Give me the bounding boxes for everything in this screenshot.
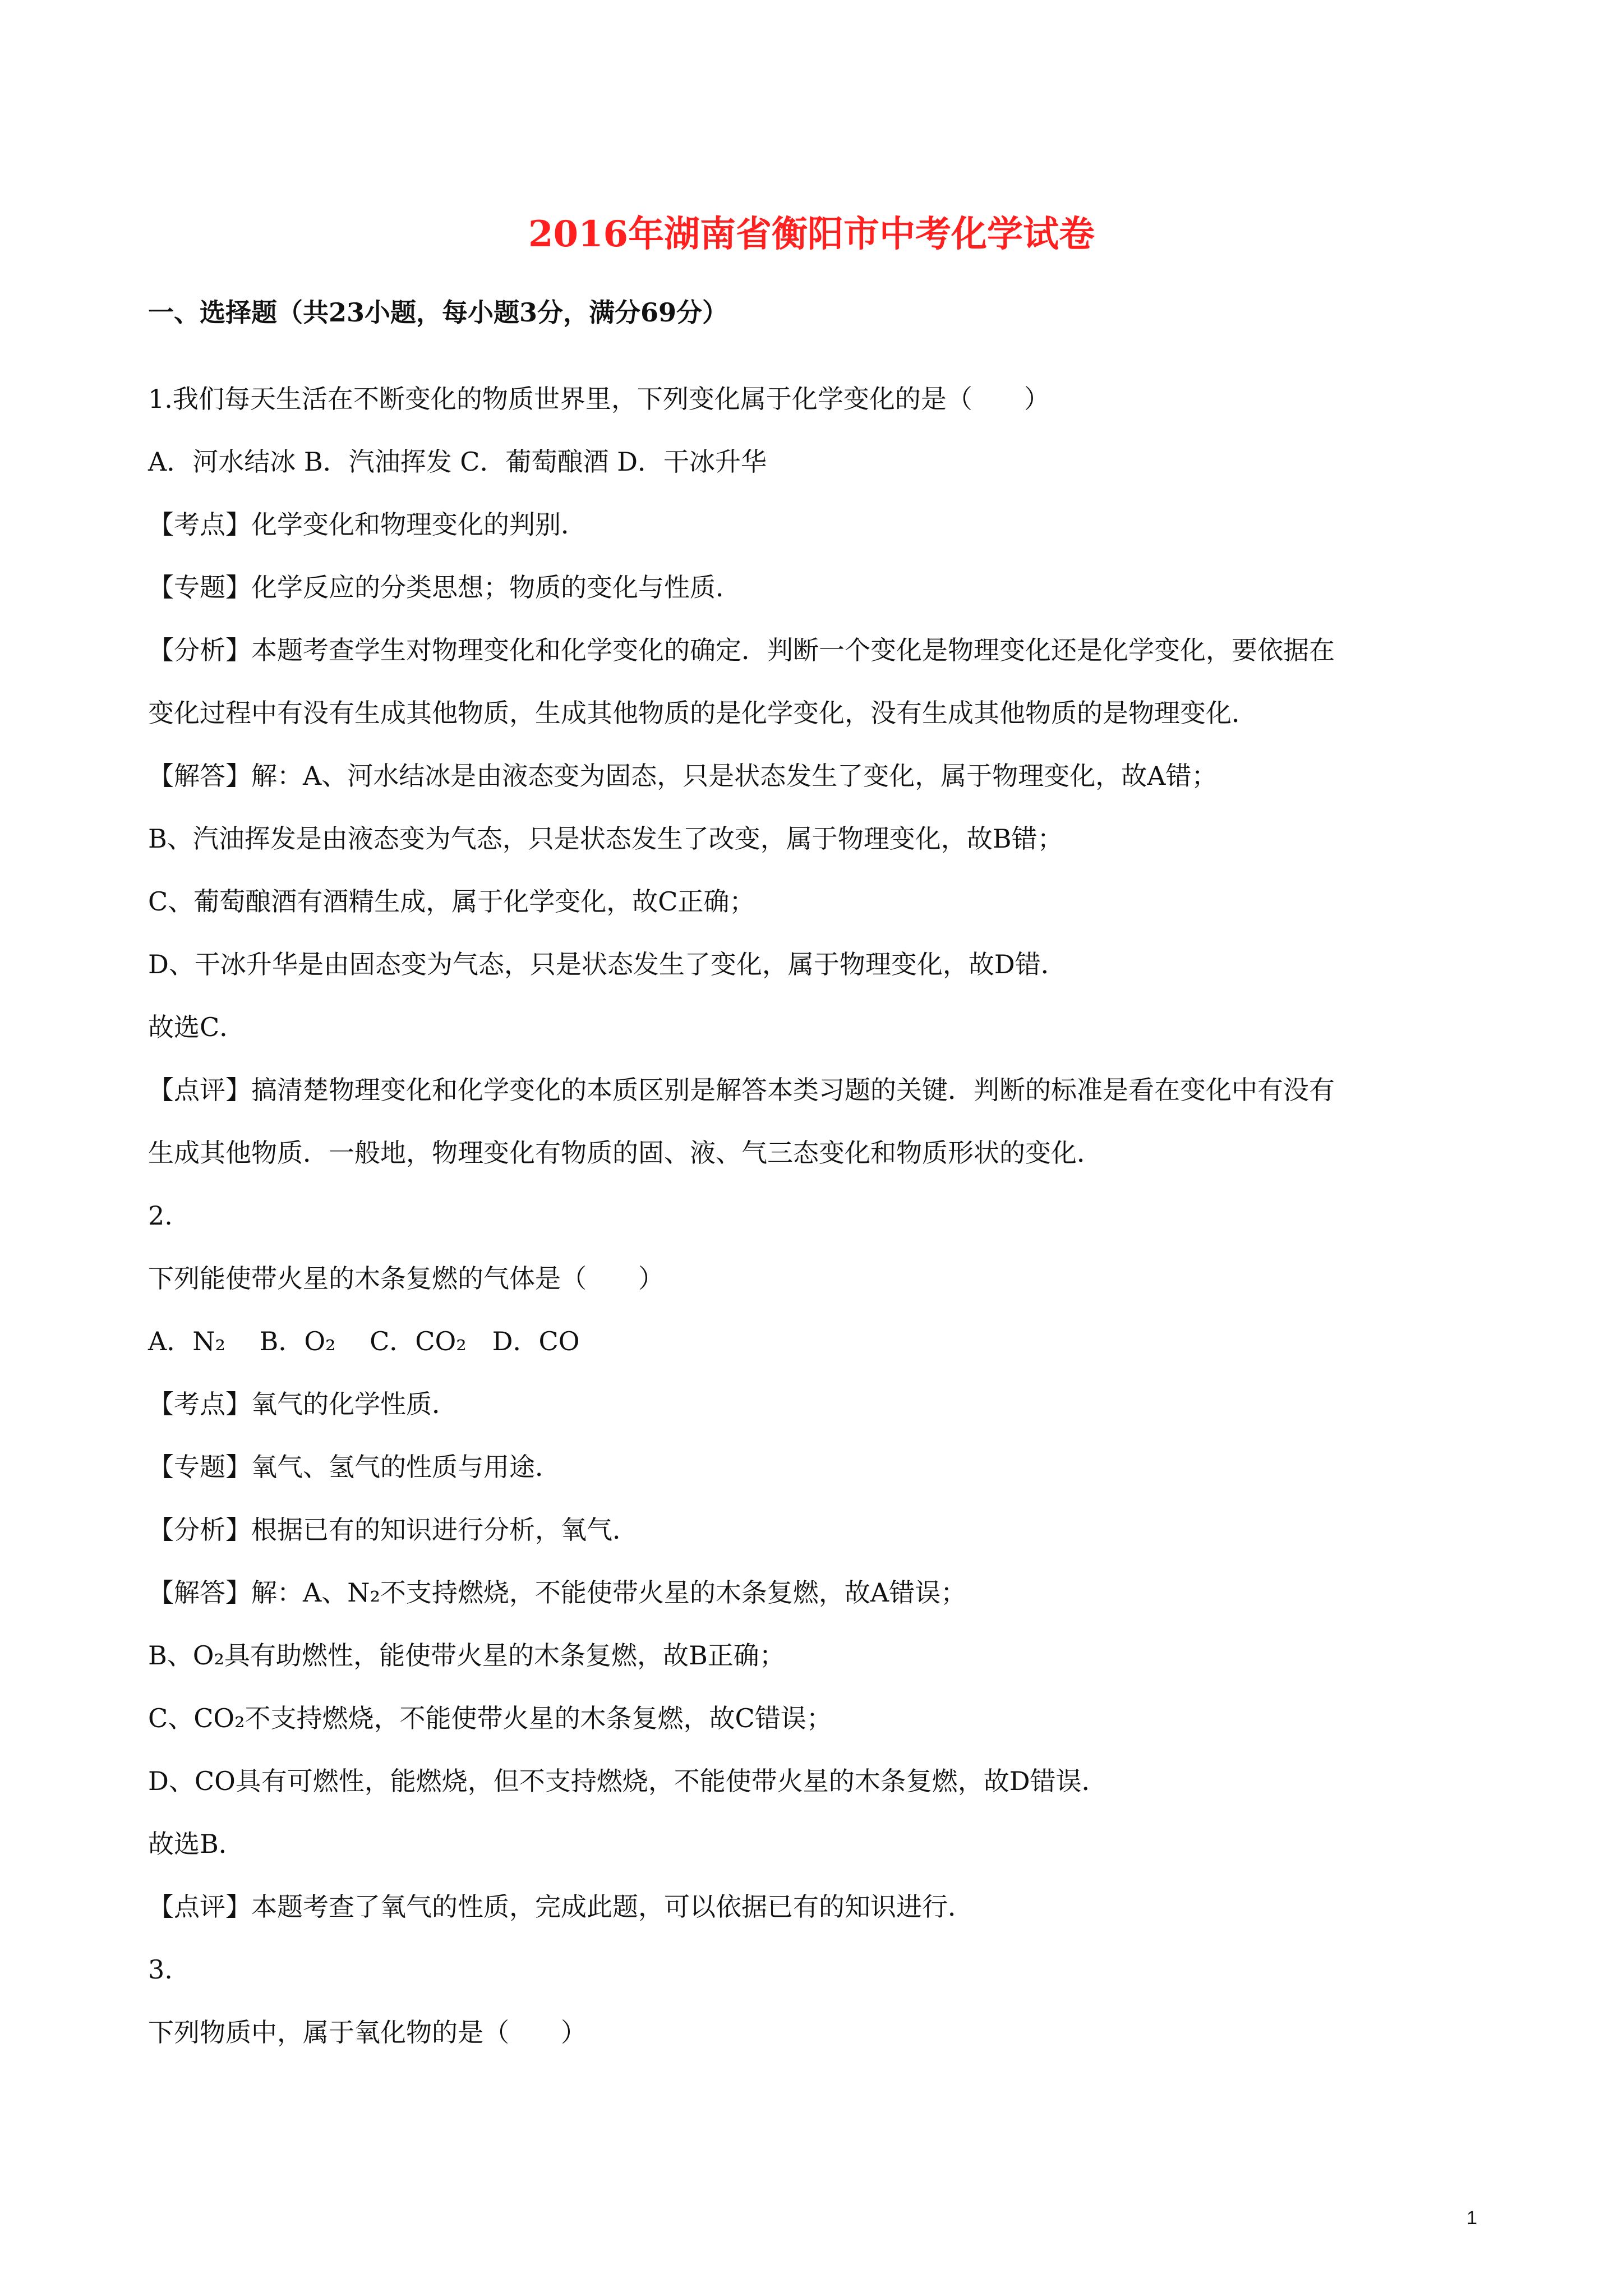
question-1-options: A．河水结冰 B．汽油挥发 C．葡萄酿酒 D．干冰升华 [148, 447, 767, 477]
question-1-zhuanti: 【专题】化学反应的分类思想；物质的变化与性质． [148, 572, 741, 602]
question-1-dianping: 【点评】搞清楚物理变化和化学变化的本质区别是解答本类习题的关键．判断的标准是看在变化中有没有 [148, 1075, 1335, 1105]
question-1-jieda: 【解答】解：A、河水结冰是由液态变为固态，只是状态发生了变化，属于物理变化，故A错； [148, 761, 1218, 791]
question-2-dianping: 【点评】本题考查了氧气的性质，完成此题，可以依据已有的知识进行． [148, 1892, 974, 1922]
page-title: 2016年湖南省衡阳市中考化学试卷 [528, 213, 1095, 255]
question-2-jieda-d: D、CO具有可燃性，能燃烧，但不支持燃烧，不能使带火星的木条复燃，故D错误． [148, 1766, 1108, 1796]
question-1-answer: 故选C． [148, 1012, 246, 1042]
question-1-jieda-c: C、葡萄酿酒有酒精生成，属于化学变化，故C正确； [148, 886, 755, 917]
question-1-fenxi-cont: 变化过程中有没有生成其他物质，生成其他物质的是化学变化，没有生成其他物质的是物理变化． [148, 698, 1257, 728]
question-2-options: A．N₂ B．O₂ C．CO₂ D．CO [148, 1326, 580, 1356]
question-2-fenxi: 【分析】根据已有的知识进行分析，氧气． [148, 1515, 638, 1545]
question-2-kaodian: 【考点】氧气的化学性质． [148, 1389, 458, 1419]
question-1-jieda-d: D、干冰升华是由固态变为气态，只是状态发生了变化，属于物理变化，故D错． [148, 949, 1067, 979]
question-2-number: 2. [148, 1200, 173, 1231]
question-2-jieda: 【解答】解：A、N₂不支持燃烧，不能使带火星的木条复燃，故A错误； [148, 1577, 967, 1608]
question-2-jieda-c: C、CO₂不支持燃烧，不能使带火星的木条复燃，故C错误； [148, 1703, 832, 1733]
question-3-number: 3. [148, 1954, 173, 1985]
question-3-stem: 下列物质中，属于氧化物的是（ ） [148, 2017, 587, 2047]
section-heading: 一、选择题（共23小题，每小题3分，满分69分） [148, 297, 728, 328]
page-number: 1 [1467, 2207, 1477, 2229]
question-1-stem: 1.我们每天生活在不断变化的物质世界里，下列变化属于化学变化的是（ ） [148, 384, 1050, 414]
question-1-dianping-cont: 生成其他物质．一般地，物理变化有物质的固、液、气三态变化和物质形状的变化． [148, 1138, 1103, 1168]
question-2-stem: 下列能使带火星的木条复燃的气体是（ ） [148, 1263, 664, 1294]
question-2-answer: 故选B． [148, 1829, 245, 1859]
question-1-jieda-b: B、汽油挥发是由液态变为气态，只是状态发生了改变，属于物理变化，故B错； [148, 823, 1063, 854]
question-2-jieda-b: B、O₂具有助燃性，能使带火星的木条复燃，故B正确； [148, 1640, 785, 1671]
question-2-zhuanti: 【专题】氧气、氢气的性质与用途． [148, 1452, 561, 1482]
question-1-fenxi: 【分析】本题考查学生对物理变化和化学变化的确定．判断一个变化是物理变化还是化学变化，要依据在 [148, 635, 1335, 665]
question-1-kaodian: 【考点】化学变化和物理变化的判别． [148, 509, 587, 540]
